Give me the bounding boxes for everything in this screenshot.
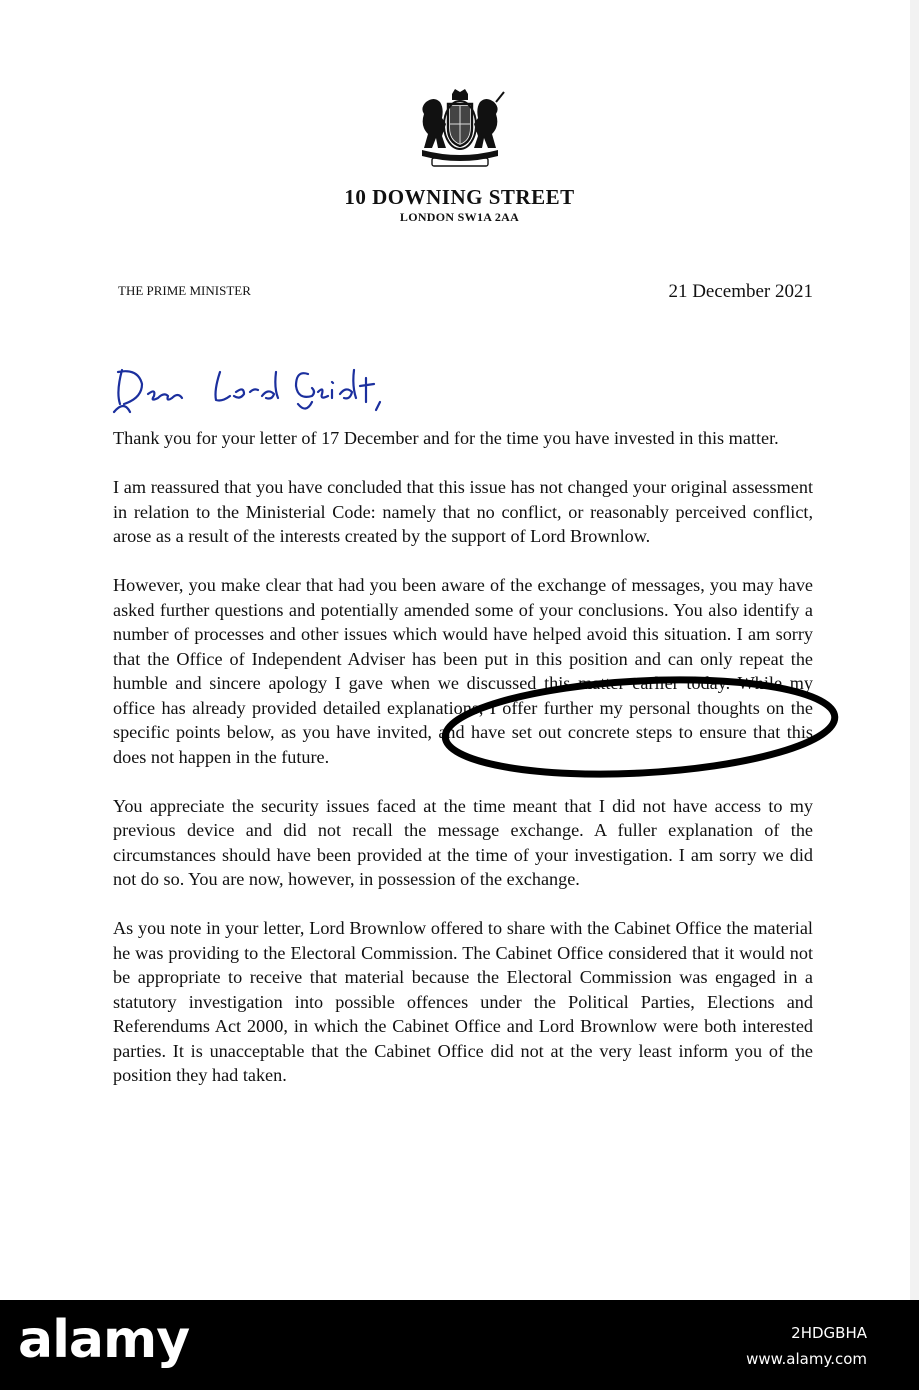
address-city: LONDON SW1A 2AA	[399, 210, 520, 224]
paragraph-5: As you note in your letter, Lord Brownlow offered to share with the Cabinet Office the material he was providing to the Electoral Commission. The Cabinet Office considered that it would not be appropriate to receive that material because the Electoral Commission was engaged in a statutory investigation into possible offences under the Political Parties, Elections and Referendums Act 2000, in which the Cabinet Office and Lord Brownlow were both interested parties. It is unacceptable that the Cabinet Office did not at the very least inform you of the position they had taken.	[113, 918, 813, 1085]
image-id: 2HDGBHA	[791, 1324, 867, 1342]
handwritten-salutation	[112, 352, 432, 420]
sender-title: THE PRIME MINISTER	[118, 283, 251, 298]
alamy-logo: alamy	[18, 1310, 190, 1370]
royal-crest-icon	[412, 88, 508, 170]
watermark-url: www.alamy.com	[746, 1350, 867, 1368]
paragraph-3: However, you make clear that had you been aware of the exchange of messages, you may have asked further questions and potentially amended some of your conclusions. You also identify a number of processes and other issues which would have helped avoid this situation. I am sorry that the Office of Independent Adviser has been put in this position and can only repeat the humble and sincere apology I gave when we discussed this matter earlier today. While my office has already provided detailed explanations, I offer further my personal thoughts on the specific points below, as you have invited, and have set out concrete steps to ensure that this does not happen in the future.	[113, 575, 813, 767]
watermark-banner	[0, 1300, 919, 1390]
paragraph-1: Thank you for your letter of 17 December and for the time you have invested in this matter.	[113, 428, 779, 448]
address-street: 10 DOWNING STREET	[344, 185, 575, 209]
paragraph-2: I am reassured that you have concluded that this issue has not changed your original assessment in relation to the Ministerial Code: namely that no conflict, or reasonably perceived conflict, arose as a result of the interests created by the support of Lord Brownlow.	[113, 477, 813, 546]
circled-apology-annotation	[440, 672, 840, 782]
paragraph-4: You appreciate the security issues faced at the time meant that I did not have access to my previous device and did not recall the message exchange. A fuller explanation of the circumstances should have been provided at the time of your investigation. I am sorry we did not do so. You are now, however, in possession of the exchange.	[113, 795, 813, 889]
letter-date: 21 December 2021	[668, 281, 813, 302]
